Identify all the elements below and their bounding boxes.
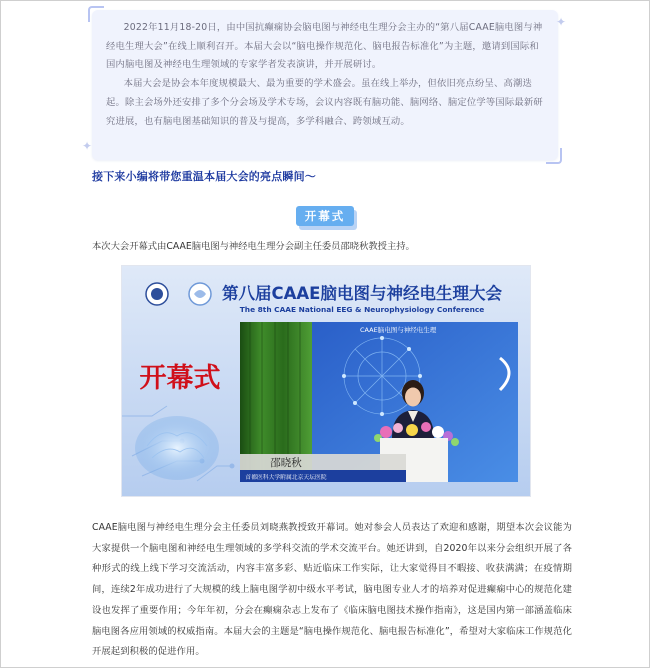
card-corner-decoration xyxy=(88,6,104,22)
opening-ceremony-photo xyxy=(122,266,530,496)
sparkle-icon: ✦ xyxy=(82,139,93,153)
speaker-face xyxy=(405,388,421,407)
speaker-name-strip xyxy=(240,454,406,470)
summary-paragraph: 本届大会是协会本年度规模最大、最为重要的学术盛会。虽在线上举办，但依旧亮点纷呈、高潮迭起。除主会场外还安排了多个分会场及学术专场，会议内容既有脑功能、脑网络、脑定位学等国际最新研究进展，也有脑电图基础知识的普及与提高，多学科融合、跨领域互动。 xyxy=(106,78,543,127)
conference-subtitle: The 8th CAAE National EEG & Neurophysiology Conference xyxy=(239,305,485,314)
section-badge xyxy=(296,206,358,232)
conference-title: 第八届CAAE脑电图与神经电生理大会 xyxy=(222,284,502,303)
opening-label: 开幕式 xyxy=(139,363,221,394)
card-corner-decoration xyxy=(546,148,562,164)
section-badge-label: 开幕式 xyxy=(296,206,354,226)
brain-illustration xyxy=(135,416,219,480)
caae-logo-center xyxy=(151,288,163,300)
summary-paragraph: 2022年11月18-20日，由中国抗癫痫协会脑电图与神经电生理分会主办的“第八届CAAE脑电图与神经电生理大会”在线上顺利召开。本届大会以“脑电操作规范化、脑电报告标准化”为主题，邀请到国际和国内脑电图及神经电生理领域的专家学者发表演讲，并开展研讨。 xyxy=(106,22,543,71)
screen-caption: CAAE脑电图与神经电生理 xyxy=(360,326,437,334)
sparkle-icon: ✦ xyxy=(555,15,566,29)
summary-card xyxy=(82,10,566,160)
highlight-title: 接下来小编将带您重温本届大会的亮点瞬间～ xyxy=(92,170,316,183)
body-text xyxy=(92,518,572,663)
section-intro: 本次大会开幕式由CAAE脑电图与神经电生理分会副主任委员邵晓秋教授主持。 xyxy=(92,241,415,252)
speaker-name: 邵晓秋 xyxy=(270,457,302,469)
speaker-affiliation: 首都医科大学附属北京天坛医院 xyxy=(245,475,327,481)
body-paragraph: CAAE脑电图与神经电生理分会主任委员刘晓燕教授致开幕词。她对参会人员表达了欢迎和感谢，期望本次会议能为大家提供一个脑电图和神经电生理领域的多学科交流的学术交流平台。她还讲到，自2020年以来分会组织开展了各种形式的线上线下学习交流活动，内容丰富多彩、贴近临床工作实际，让大家觉得目不暇接、收获满满；在疫情期间，连续2年成功进行了大规模的线上脑电图学初中级水平考试，脑电图专业人才的培养对促进癫痫中心的规范化建设也发挥了重要作用；今年年初，分会在癫痫杂志上发布了《临床脑电图技术操作指南》，这是国内第一部涵盖临床脑电图各应用领域的权威指南。本届大会的主题是“脑电操作规范化、脑电报告标准化”，希望对大家临床工作规范化开展起到积极的促进作用。 xyxy=(92,522,572,658)
